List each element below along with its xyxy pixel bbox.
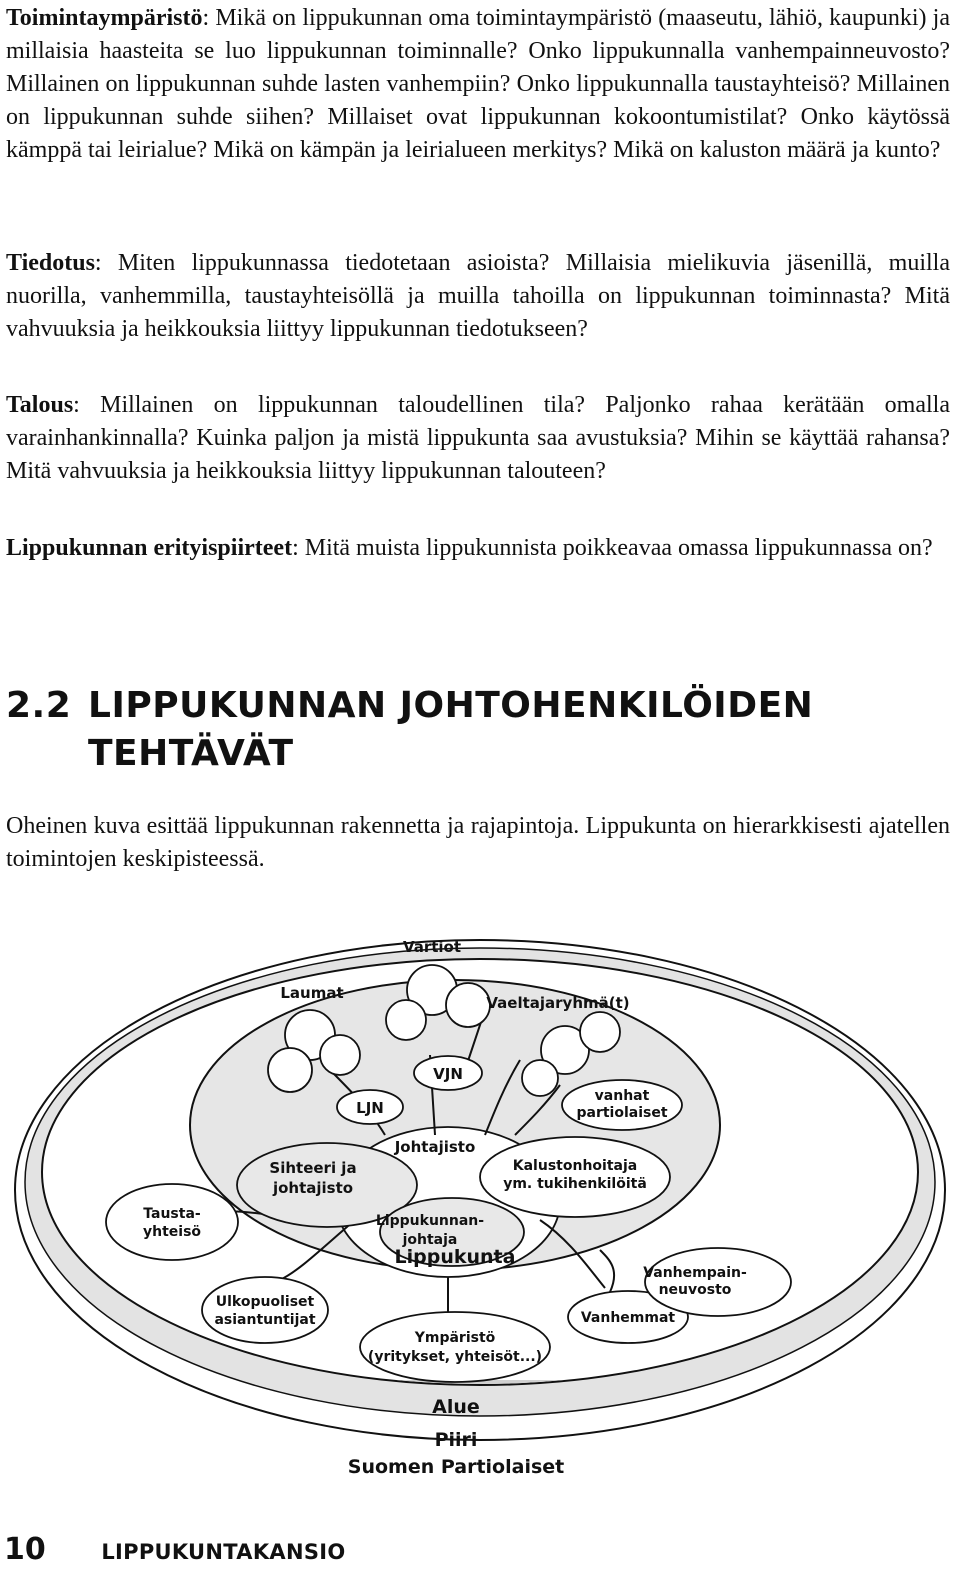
paragraph-text: : Mitä muista lippukunnista poikkeavaa omassa lippukunnassa on? [292, 535, 933, 561]
label-ymparisto-1: Ympäristö [414, 1330, 496, 1346]
paragraph-toimintaymparisto [6, 2, 950, 167]
label-vaeltajaryhmat: Vaeltajaryhmä(t) [486, 994, 630, 1012]
ymparisto-ellipse [360, 1312, 550, 1382]
section-number: 2.2 [6, 685, 72, 726]
label-sihteeri-1: Sihteeri ja [269, 1159, 357, 1177]
label-vanhemmat: Vanhemmat [580, 1310, 676, 1326]
label-vanhempainneuvosto-1: Vanhempain- [643, 1265, 747, 1281]
label-taustayhteiso-1: Tausta- [143, 1206, 201, 1222]
vaeltaja-circle [522, 1060, 558, 1096]
paragraph-talous [6, 389, 950, 488]
organization-diagram [0, 920, 960, 1530]
page-footer [4, 1532, 346, 1567]
label-kalustonhoitaja-1: Kalustonhoitaja [512, 1158, 638, 1174]
vartio-circle [386, 1000, 426, 1040]
label-vartiot: Vartiot [402, 938, 462, 956]
label-ulkopuoliset-2: asiantuntijat [214, 1312, 316, 1328]
label-laumat: Laumat [280, 984, 344, 1002]
label-johtajisto: Johtajisto [394, 1138, 476, 1156]
vartio-circle [446, 983, 490, 1027]
paragraph-term: Talous [6, 392, 74, 418]
paragraph-term: Toimintaympäristö [6, 5, 203, 31]
footer-title: LIPPUKUNTAKANSIO [101, 1540, 346, 1564]
label-alue: Alue [432, 1396, 480, 1418]
lauma-circle [268, 1048, 312, 1092]
paragraph-term: Lippukunnan erityispiirteet [6, 535, 293, 561]
section-title-line2: TEHTÄVÄT [88, 733, 294, 774]
ulkopuoliset-ellipse [202, 1277, 328, 1343]
label-taustayhteiso-2: yhteisö [142, 1224, 202, 1240]
label-piiri: Piiri [434, 1429, 478, 1451]
paragraph-text: : Mikä on lippukunnan oma toimintaympäristö (maaseutu, lähiö, kaupunki) ja millaisia haasteita se luo lippukunnan toiminnalle? Onko lippukunnalla vanhempainneuvosto? Millainen on lippukunnan suhde lasten vanhempiin? Onko lippukunnalla taustayhteisö? Millainen on lippukunnan suhde siihen? Millaiset ovat lippukunnan kokoontumistilat? Onko käytössä kämppä tai leirialue? Mikä on kämpän ja leirialueen merkitys? Mikä on kaluston määrä ja kunto? [6, 5, 950, 163]
taustayhteiso-ellipse [106, 1184, 238, 1260]
label-ljn: LJN [356, 1099, 384, 1117]
label-vjn: VJN [433, 1065, 463, 1083]
label-vanhat-partiolaiset-2: partiolaiset [576, 1105, 668, 1121]
label-ulkopuoliset-1: Ulkopuoliset [215, 1294, 315, 1310]
lauma-circle [320, 1035, 360, 1075]
paragraph-tiedotus [6, 247, 950, 346]
paragraph-text: : Millainen on lippukunnan taloudellinen tila? Paljonko rahaa kerätään omalla varainhankinnalla? Kuinka paljon ja mistä lippukunta saa avustuksia? Mihin se käyttää rahansa? Mitä vahvuuksia ja heikkouksia liittyy lippukunnan talouteen? [6, 392, 950, 484]
label-suomen-partiolaiset: Suomen Partiolaiset [347, 1456, 565, 1478]
page-number: 10 [4, 1532, 46, 1567]
paragraph-text: : Miten lippukunnassa tiedotetaan asioista? Millaisia mielikuvia jäsenillä, muilla nuorilla, vanhemmilla, taustayhteisöllä ja muilla tahoilla on lippukunnan toiminnasta? Mitä vahvuuksia ja heikkouksia liittyy lippukunnan tiedotukseen? [6, 250, 950, 342]
paragraph-erityispiirteet [6, 532, 950, 565]
label-kalustonhoitaja-2: ym. tukihenkilöitä [503, 1176, 647, 1192]
vaeltaja-circle [580, 1012, 620, 1052]
label-lippukunnanjohtaja-1: Lippukunnan- [375, 1213, 485, 1229]
intro-paragraph: Oheinen kuva esittää lippukunnan rakennetta ja rajapintoja. Lippukunta on hierarkkisesti ajatellen toimintojen keskipisteessä. [6, 813, 950, 872]
label-lippukunnanjohtaja-2: johtaja [402, 1232, 458, 1248]
label-vanhat-partiolaiset-1: vanhat [594, 1088, 650, 1104]
label-vanhempainneuvosto-2: neuvosto [658, 1282, 732, 1298]
label-lippukunta: Lippukunta [394, 1246, 516, 1268]
label-sihteeri-2: johtajisto [272, 1179, 354, 1197]
label-ymparisto-2: (yritykset, yhteisöt...) [367, 1349, 543, 1365]
section-title-line1: LIPPUKUNNAN JOHTOHENKILÖIDEN [88, 685, 814, 726]
section-heading [6, 682, 813, 778]
paragraph-term: Tiedotus [6, 250, 95, 276]
